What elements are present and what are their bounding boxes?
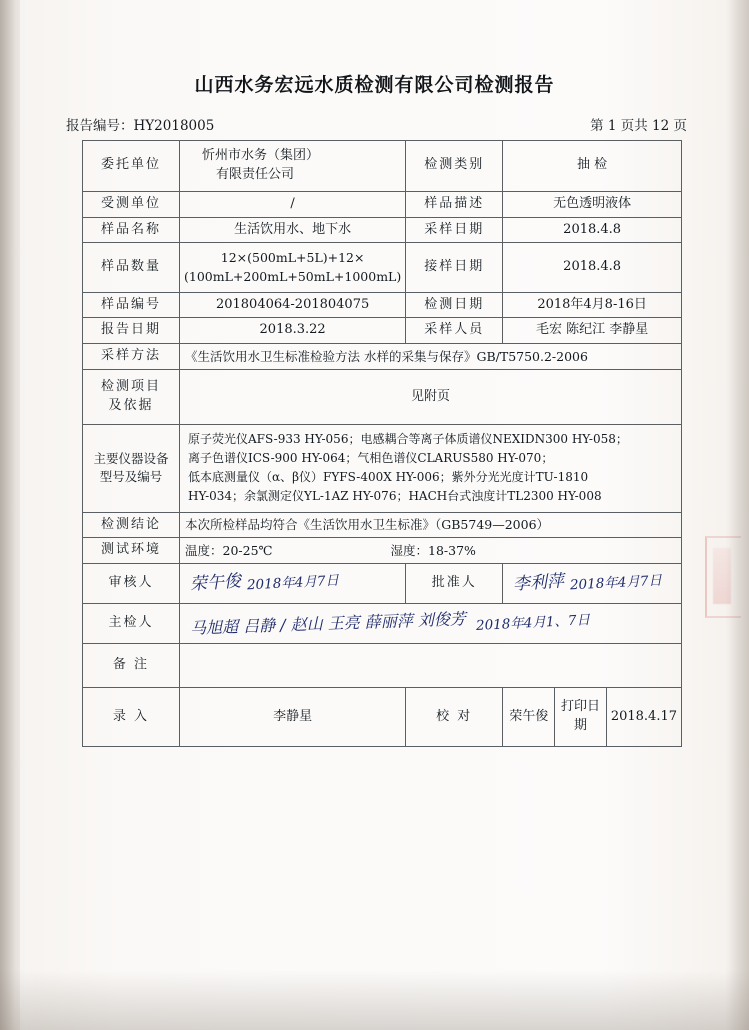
approver-date: 2018年4月7日 <box>569 572 663 594</box>
row-label-sample-no: 样品编号 <box>83 292 180 318</box>
page-title: 山西水务宏远水质检测有限公司检测报告 <box>194 74 555 96</box>
row-value-receive-date: 2018.4.8 <box>503 243 682 292</box>
row-label-conclusion: 检测结论 <box>83 512 180 538</box>
row-label-reviewer: 审核人 <box>83 564 180 604</box>
row-value-samplers: 毛宏 陈纪江 李静星 <box>503 318 682 344</box>
row-value-sample-qty <box>180 243 406 292</box>
row-label-instruments <box>83 424 180 512</box>
row-label-sample-desc: 样品描述 <box>406 191 503 217</box>
table-row <box>83 644 682 688</box>
table-row <box>83 538 682 564</box>
chief-inspector-date: 2018年4月1、7日 <box>475 612 591 634</box>
row-label-test-category: 检测类别 <box>406 141 503 192</box>
row-value-test-date: 2018年4月8-16日 <box>503 292 682 318</box>
row-value-tested-unit: / <box>180 191 406 217</box>
row-label-environment: 测试环境 <box>83 538 180 564</box>
test-items-label-line-1: 检测项目 <box>100 379 161 395</box>
row-value-instruments <box>180 424 682 512</box>
table-row <box>83 344 682 370</box>
sample-qty-line-2: (100mL+200mL+50mL+1000mL) <box>184 268 402 284</box>
table-row <box>83 141 682 192</box>
row-label-sample-name: 样品名称 <box>83 217 180 243</box>
row-label-test-date: 检测日期 <box>406 292 503 318</box>
table-row <box>83 512 682 538</box>
proof-value: 荣午俊 <box>509 708 549 724</box>
approver-signature: 李利萍 <box>512 571 565 596</box>
row-label-report-date: 报告日期 <box>83 318 180 344</box>
row-value-reviewer <box>180 564 406 604</box>
row-label-sampling-method: 采样方法 <box>83 344 180 370</box>
instrument-line: HY-034；余氯测定仪YL-1AZ HY-076；HACH台式浊度计TL2300 HY-008 <box>188 489 602 504</box>
report-table <box>82 140 682 747</box>
row-value-sample-name: 生活饮用水、地下水 <box>180 217 406 243</box>
instrument-line: 原子荧光仪AFS-933 HY-056；电感耦合等离子体质谱仪NEXIDN300 HY-058； <box>188 431 628 446</box>
table-row <box>83 243 682 292</box>
table-row <box>83 217 682 243</box>
row-label-proof: 校 对 <box>406 688 503 747</box>
row-value-environment <box>180 538 682 564</box>
row-value-test-items: 见附页 <box>180 370 682 425</box>
row-label-approver: 批准人 <box>406 564 503 604</box>
row-value-sample-no: 201804064-201804075 <box>180 292 406 318</box>
instruments-label-line-1: 主要仪器设备 <box>93 451 169 467</box>
row-label-sampling-date: 采样日期 <box>406 217 503 243</box>
row-label-receive-date: 接样日期 <box>406 243 503 292</box>
instrument-line: 离子色谱仪ICS-900 HY-064；气相色谱仪CLARUS580 HY-070； <box>188 451 554 466</box>
reviewer-signature: 荣午俊 <box>189 571 242 596</box>
environment-humidity: 湿度：18-37% <box>390 542 476 558</box>
table-row <box>83 604 682 644</box>
table-row <box>83 370 682 425</box>
table-row <box>83 688 682 747</box>
row-value-client <box>180 141 406 192</box>
row-value-remarks <box>180 644 682 688</box>
client-line-2: 有限责任公司 <box>216 166 295 182</box>
reviewer-date: 2018年4月7日 <box>246 572 340 594</box>
table-row <box>83 424 682 512</box>
sample-qty-line-1: 12×(500mL+5L)+12× <box>220 250 365 266</box>
row-label-sample-qty: 样品数量 <box>83 243 180 292</box>
row-value-sample-desc: 无色透明液体 <box>503 191 682 217</box>
environment-temperature: 温度：20-25℃ <box>185 542 273 558</box>
page-indicator: 第 1 页共 12 页 <box>590 118 687 134</box>
row-value-sampling-method: 《生活饮用水卫生标准检验方法 水样的采集与保存》GB/T5750.2-2006 <box>180 344 682 370</box>
test-items-label-line-2: 及依据 <box>108 398 154 413</box>
row-value-proof-and-print <box>503 688 682 747</box>
row-label-tested-unit: 受测单位 <box>83 191 180 217</box>
row-value-approver <box>503 564 682 604</box>
row-value-chief-inspector <box>180 604 682 644</box>
print-date-label: 打印日期 <box>555 688 607 746</box>
report-number-label: 报告编号： <box>66 118 134 134</box>
row-value-test-category: 抽 检 <box>503 141 682 192</box>
table-row <box>83 292 682 318</box>
chief-inspector-signatures: 马旭超 吕静 / 赵山 王亮 薛丽萍 刘俊芳 <box>189 609 467 638</box>
instrument-line: 低本底测量仪（α、β仪）FYFS-400X HY-006；紫外分光光度计TU-1810 <box>188 470 589 485</box>
row-value-conclusion: 本次所检样品均符合《生活饮用水卫生标准》（GB5749—2006） <box>180 512 682 538</box>
row-label-chief-inspector: 主检人 <box>83 604 180 644</box>
row-label-client: 委托单位 <box>83 141 180 192</box>
row-value-sampling-date: 2018.4.8 <box>503 217 682 243</box>
report-number-value: HY2018005 <box>133 118 215 134</box>
print-date-value: 2018.4.17 <box>610 708 677 724</box>
row-value-entry: 李静星 <box>180 688 406 747</box>
row-label-test-items <box>83 370 180 425</box>
client-line-1: 忻州市水务（集团） <box>202 148 320 163</box>
report-number <box>66 114 214 134</box>
instruments-label-line-2: 型号及编号 <box>99 469 163 485</box>
table-row <box>83 564 682 604</box>
row-label-samplers: 采样人员 <box>406 318 503 344</box>
row-label-entry: 录 入 <box>83 688 180 747</box>
row-value-report-date: 2018.3.22 <box>180 318 406 344</box>
table-row <box>83 191 682 217</box>
table-row <box>83 318 682 344</box>
row-label-remarks: 备 注 <box>83 644 180 688</box>
